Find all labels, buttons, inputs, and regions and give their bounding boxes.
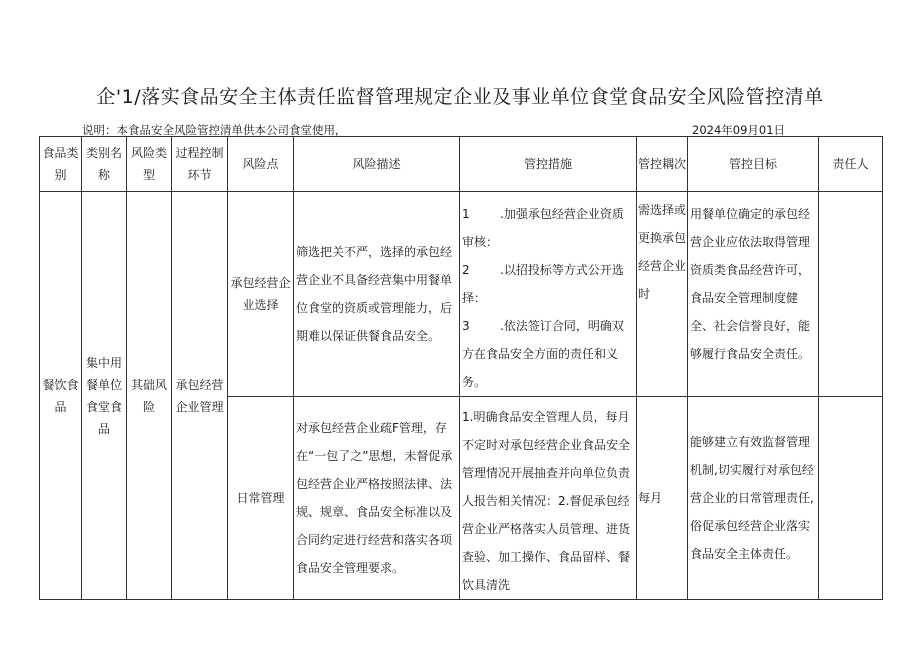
table-header-row <box>40 137 883 192</box>
measure-item <box>462 256 634 312</box>
cell-food-category: 餐饮食品 <box>40 192 82 600</box>
header-risk-point: 风险点 <box>228 137 294 192</box>
cell-risk-point: 日常管理 <box>228 397 294 600</box>
cell-measures <box>460 192 637 397</box>
header-food-category: 食品类别 <box>40 137 82 192</box>
risk-control-table <box>39 136 883 600</box>
cell-frequency: 需选择或更换承包经营企业时 <box>637 192 688 397</box>
header-type-name: 类别名称 <box>82 137 127 192</box>
cell-frequency: 每月 <box>637 397 688 600</box>
header-process: 过程控制环节 <box>172 137 228 192</box>
measure-number: 1 <box>462 207 470 221</box>
cell-owner <box>819 192 883 397</box>
page-title: 企'1/落实食品安全主体责任监督管理规定企业及事业单位食堂食品安全风险管控清单 <box>96 86 824 108</box>
cell-risk-desc: 筛选把关不严，选择的承包经营企业不具备经营集中用餐单位食堂的资质或管理能力，后期难以保证供餐食品安全。 <box>294 192 460 397</box>
cell-risk-type: 其础风险 <box>127 192 172 600</box>
cell-type-name: 集中用餐单位食堂食品 <box>82 192 127 600</box>
header-risk-type: 风险类型 <box>127 137 172 192</box>
cell-target: 能够建立有效监督管理机制,切实履行对承包经营企业的日常管理责任,俗促承包经营企业落实食品安全主体责任。 <box>688 397 819 600</box>
cell-owner <box>819 397 883 600</box>
measure-number: 2 <box>462 263 470 277</box>
header-risk-desc: 风险描述 <box>294 137 460 192</box>
measure-item <box>462 200 634 256</box>
header-frequency: 管控耦次 <box>637 137 688 192</box>
measure-number: 3 <box>462 319 470 333</box>
table-row <box>40 192 883 397</box>
cell-risk-point: 承包经营企业选择 <box>228 192 294 397</box>
cell-target: 用餐单位确定的承包经营企业应依法取得管理资质类食品经营许可，食品安全管理制度健全、社会信誉良好，能够履行食品安全责任。 <box>688 192 819 397</box>
document-date: 2024年09月01日 <box>692 123 786 137</box>
header-measures: 管控措施 <box>460 137 637 192</box>
cell-risk-desc: 对承包经营企业疏F管理，存在“一包了之”思想，未督促承包经营企业严格按照法律、法规、规章、食品安全标准以及合同约定进行经营和落实各项食品安全管理要求。 <box>294 397 460 600</box>
header-owner: 责任人 <box>819 137 883 192</box>
cell-measures: 1.明确食品安全管理人员，每月不定时对承包经营企业食品安全管理情况开展抽查并向单位负责人报告相关情况：2.督促承包经营企业严格落实人员管理、进货查验、加工操作、食品留样、餐饮具清洗 <box>460 397 637 600</box>
measure-text: .加强承包经营企业资质审核： <box>462 207 624 249</box>
measure-text: .依法签订合同，明确双方在食品安全方面的责任和义务。 <box>462 319 624 389</box>
header-target: 管控目标 <box>688 137 819 192</box>
cell-process: 承包经营企业管理 <box>172 192 228 600</box>
measure-text: .以招投标等方式公开选择： <box>462 263 624 305</box>
table-note: 说明：本食品安全风险管控清单供本公司食堂使用, <box>82 123 339 137</box>
measure-item <box>462 312 634 396</box>
